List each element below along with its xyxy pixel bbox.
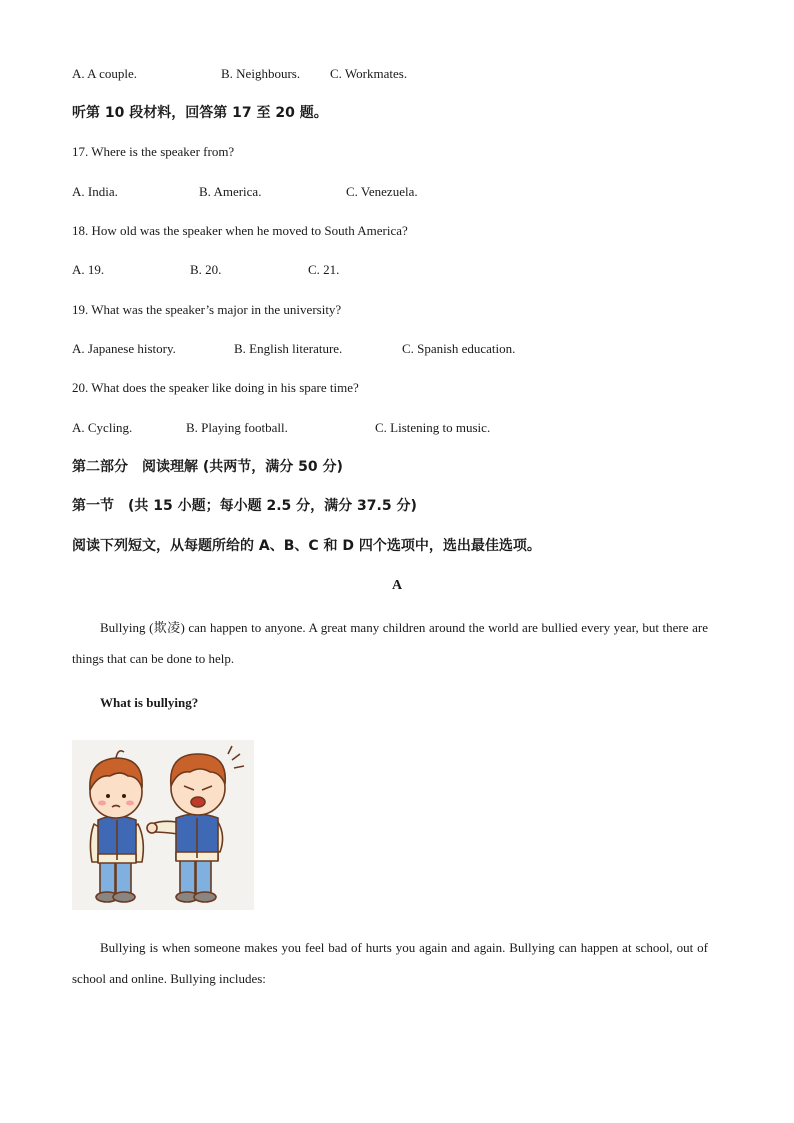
q19-option-a: A. Japanese history. xyxy=(72,341,176,356)
q18-option-a: A. 19. xyxy=(72,262,105,277)
q20-option-a: A. Cycling. xyxy=(72,420,133,435)
q17-option-a: A. India. xyxy=(72,184,118,199)
q19-option-c: C. Spanish education. xyxy=(402,341,516,356)
question-19: 19. What was the speaker’s major in the university? xyxy=(72,302,342,317)
question-18: 18. How old was the speaker when he moved to South America? xyxy=(72,223,408,238)
part2-heading: 第二部分 阅读理解 (共两节，满分 50 分) xyxy=(72,459,343,475)
passage-paragraph-1: Bullying (欺凌) can happen to anyone. A great many children around the world are bullied every year, but there are things that can be done to help. xyxy=(72,620,708,666)
passage-paragraph-2: Bullying is when someone makes you feel bad of hurts you again and again. Bullying can happen at school, out of school and online. Bullying includes: xyxy=(72,940,708,986)
section10-instruction: 听第 10 段材料，回答第 17 至 20 题。 xyxy=(72,105,328,121)
passage-label: A xyxy=(391,578,403,593)
section1-heading: 第一节 (共 15 小题；每小题 2.5 分，满分 37.5 分) xyxy=(72,498,417,514)
q20-option-b: B. Playing football. xyxy=(186,420,288,435)
question-17: 17. Where is the speaker from? xyxy=(72,144,235,159)
question-20: 20. What does the speaker like doing in his spare time? xyxy=(72,380,359,395)
q16-option-b: B. Neighbours. xyxy=(221,66,301,81)
q18-option-c: C. 21. xyxy=(308,262,340,277)
q18-option-b: B. 20. xyxy=(190,262,222,277)
q17-option-c: C. Venezuela. xyxy=(346,184,418,199)
q17-option-b: B. America. xyxy=(199,184,262,199)
reading-instruction: 阅读下列短文，从每题所给的 A、B、C 和 D 四个选项中，选出最佳选项。 xyxy=(72,538,541,554)
cartoon-boys-bullying-illustration xyxy=(72,740,254,910)
q16-option-c: C. Workmates. xyxy=(330,66,408,81)
q19-option-b: B. English literature. xyxy=(234,341,343,356)
passage-subheading: What is bullying? xyxy=(100,695,199,710)
q16-option-a: A. A couple. xyxy=(72,66,137,81)
q20-option-c: C. Listening to music. xyxy=(375,420,491,435)
